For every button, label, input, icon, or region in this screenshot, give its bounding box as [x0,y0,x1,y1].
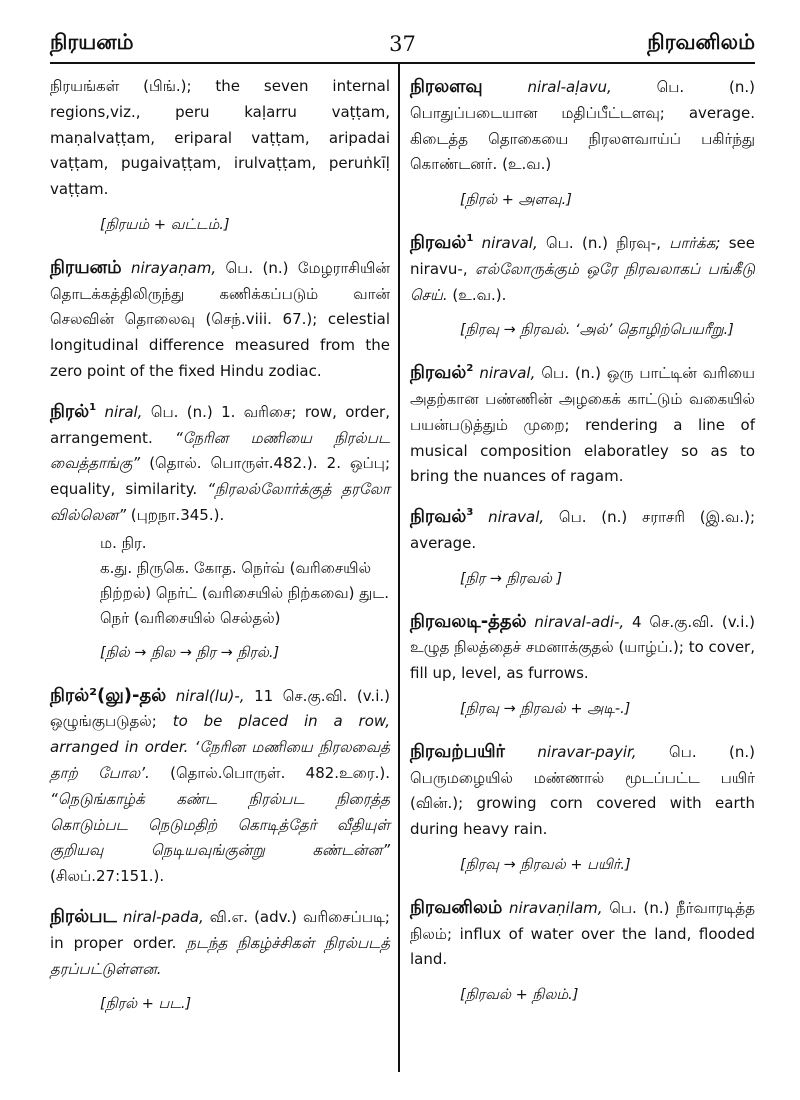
citation: (சிலப்.27:151.). [50,867,165,886]
transliteration: nirayaṇam, [130,258,217,277]
dictionary-entry [410,609,755,723]
see-reference: பார்க்க; [669,233,721,252]
definition: பெ. (n.) நீர்வாரடித்த நிலம்; influx of water over the land, flooded land. [410,898,755,969]
usage-example: கிடைத்த தொகையை நிரலளவாய்ப் பகிர்ந்து கொண்டனர். [410,129,755,174]
transliteration: niraval, [479,364,536,383]
transliteration: niraval-adi-, [534,612,625,631]
etymology: [நிரவு → நிரவல் + அடி-.] [460,700,631,717]
definition: see niravu-, [410,233,755,278]
etymology: [நிரயம் + வட்டம்.] [100,216,230,233]
definition: பெ. (n.) மேழராசியின் தொடக்கத்திலிருந்து கணிக்கப்படும் வான் செலவின் தொலைவு (செந்.viii. 67.); celestial longitudinal difference measured from the zero point of the fixed Hindu zodiac. [50,258,390,380]
dictionary-entry [50,399,390,667]
transliteration: niral, [104,402,143,421]
citation: (புறநா.345.). [130,505,225,524]
usage-example: எல்லோருக்கும் ஒரே நிரவலாகப் பங்கீடு செய். [410,259,755,304]
cognate-line: க.து. நிருகெ. கோத. நெர்வ் (வரிசையில் நிற்றல்) நெர்ட் (வரிசையில் நிற்கவை) துட. நெர் (வரிசையில் செல்தல்) [100,558,389,627]
transliteration: niraval, [488,508,545,527]
column-divider [398,64,400,1072]
etymology: [நிரவு → நிரவல். ‘அல்’ தொழிற்பெயரீறு.] [460,322,734,339]
headword: நிரல்$^1$ [50,400,97,422]
headword: நிரவனிலம் [410,896,503,918]
cognates [100,531,390,631]
headword: நிரயனம் [50,256,122,278]
definition: பெ. (n.) 1. வரிசை; row, order, arrangement. [50,402,390,447]
left-column [50,74,390,1034]
definition: 4 செ.கு.வி. (v.i.) உழுத நிலத்தைச் சமனாக்குதல் (யாழ்ப்.); to cover, fill up, level, as furrows. [410,612,755,683]
homonym-number: 2 [466,363,474,375]
dictionary-entry [410,360,755,490]
dictionary-entry [410,895,755,1009]
transliteration: niral-aḷavu, [527,78,612,96]
definition: பெ. (n.) பெருமழையில் மண்ணால் மூடப்பட்ட பயிர் (வின்.); growing corn covered with earth during heavy rain. [410,742,755,839]
dictionary-entry [50,255,390,385]
citation: (உ.வ.) [502,155,552,174]
headword: நிரவல்$^1$ [410,231,474,253]
etymology: [நிரவு → நிரவல் + பயிர்.] [460,856,631,873]
page-header [50,24,755,64]
transliteration: niraval, [481,233,538,252]
quotation: “நிரலல்லோர்க்குத் தரலோ வில்லென” [50,480,390,524]
homonym-number: 1 [466,232,474,244]
definition: பெ. (n.) பொதுப்படையான மதிப்பீட்டளவு; average. [410,78,755,122]
transliteration: niral(lu)-, [175,686,245,705]
usage-example: நடந்த நிகழ்ச்சிகள் நிரல்படத் தரப்பட்டுள்ளன. [50,933,390,978]
homonym-number: 3 [466,507,474,519]
definition: பெ. (n.) ஒரு பாட்டின் வரியை அதற்கான பண்ணின் அழகைக் காட்டும் வகையில் பயன்படுத்தும் முறை; rendering a line of musical composition elaboratley so as to bring the nuances of ragam. [410,364,755,486]
dictionary-entry [410,74,755,214]
etymology: [நிர → நிரவல் ] [460,570,563,587]
headword: நிரவல்$^2$ [410,362,474,384]
definition: 11 செ.கு.வி. (v.i.) ஒழுங்குபடுதல்; [50,686,390,731]
citation: (தொல்.பொருள். 482.உரை.). [170,763,390,782]
homonym-number: 1 [89,401,97,413]
dictionary-entry [410,230,755,344]
english-gloss: to be placed in a row, arranged in order. [50,712,390,757]
quotation: ‘நேரின மணியை நிரலவைத் தாற் போல’. [50,738,390,782]
headword: நிரவல்$^3$ [410,506,474,528]
page-number: 37 [389,32,416,56]
definition: பெ. (n.) நிரவு-, [546,233,661,252]
quotation: “நேரின மணியை நிரல்பட வைத்தாங்கு” [50,428,390,473]
continuation-text: நிரயங்கள் (பிங்.); the seven internal regions,viz., peru kaḷarru vaṭṭam, maṇalvaṭṭam, eriparal vaṭṭam, aripadai vaṭṭam, pugaivaṭṭam, irulvaṭṭam, peruṅkīḷ vaṭṭam. [50,77,390,199]
headword: நிரவற்பயிர் [410,740,505,762]
running-head-right: நிரவனிலம் [647,30,755,54]
right-column [410,74,755,1025]
headword: நிரல்²(லு)-தல் [50,684,167,706]
etymology: [நிரல் + பட.] [100,996,192,1013]
etymology: [நிரல் + அளவு.] [460,192,572,209]
transliteration: niravar-payir, [537,742,637,761]
header-rule [50,62,755,64]
etymology: [நிரவல் + நிலம்.] [460,987,579,1004]
headword: நிரவலடி-த்தல் [410,610,527,632]
transliteration: niravaṇilam, [509,898,603,917]
transliteration: niral-pada, [122,907,204,926]
definition: பெ. (n.) சராசரி (இ.வ.); average. [410,508,755,552]
etymology: [நில் → நில → நிர → நிரல்.] [100,644,280,661]
citation: (உ.வ.). [452,285,507,304]
headword: நிரல்பட [50,905,117,927]
dictionary-entry [410,739,755,879]
cognate-line: ம. நிர. [100,533,147,552]
dictionary-entry [50,904,390,1018]
running-head-left: நிரயனம் [50,30,134,54]
dictionary-entry [50,683,390,890]
definition: வி.எ. (adv.) வரிசைப்படி; in proper order. [50,907,390,952]
headword: நிரலளவு [410,76,483,97]
dictionary-entry [410,504,755,592]
quotation: “நெடுங்காழ்க் கண்ட நிரல்பட நிரைத்த கொடும்பட நெடுமதிற் கொடித்தேர் வீதியுள் குறியவு நெடியவுங்குன்று கண்டன்ன” [50,789,390,860]
citation: (தொல். பொருள்.482.). 2. ஒப்பு; equality, similarity. [50,454,390,499]
